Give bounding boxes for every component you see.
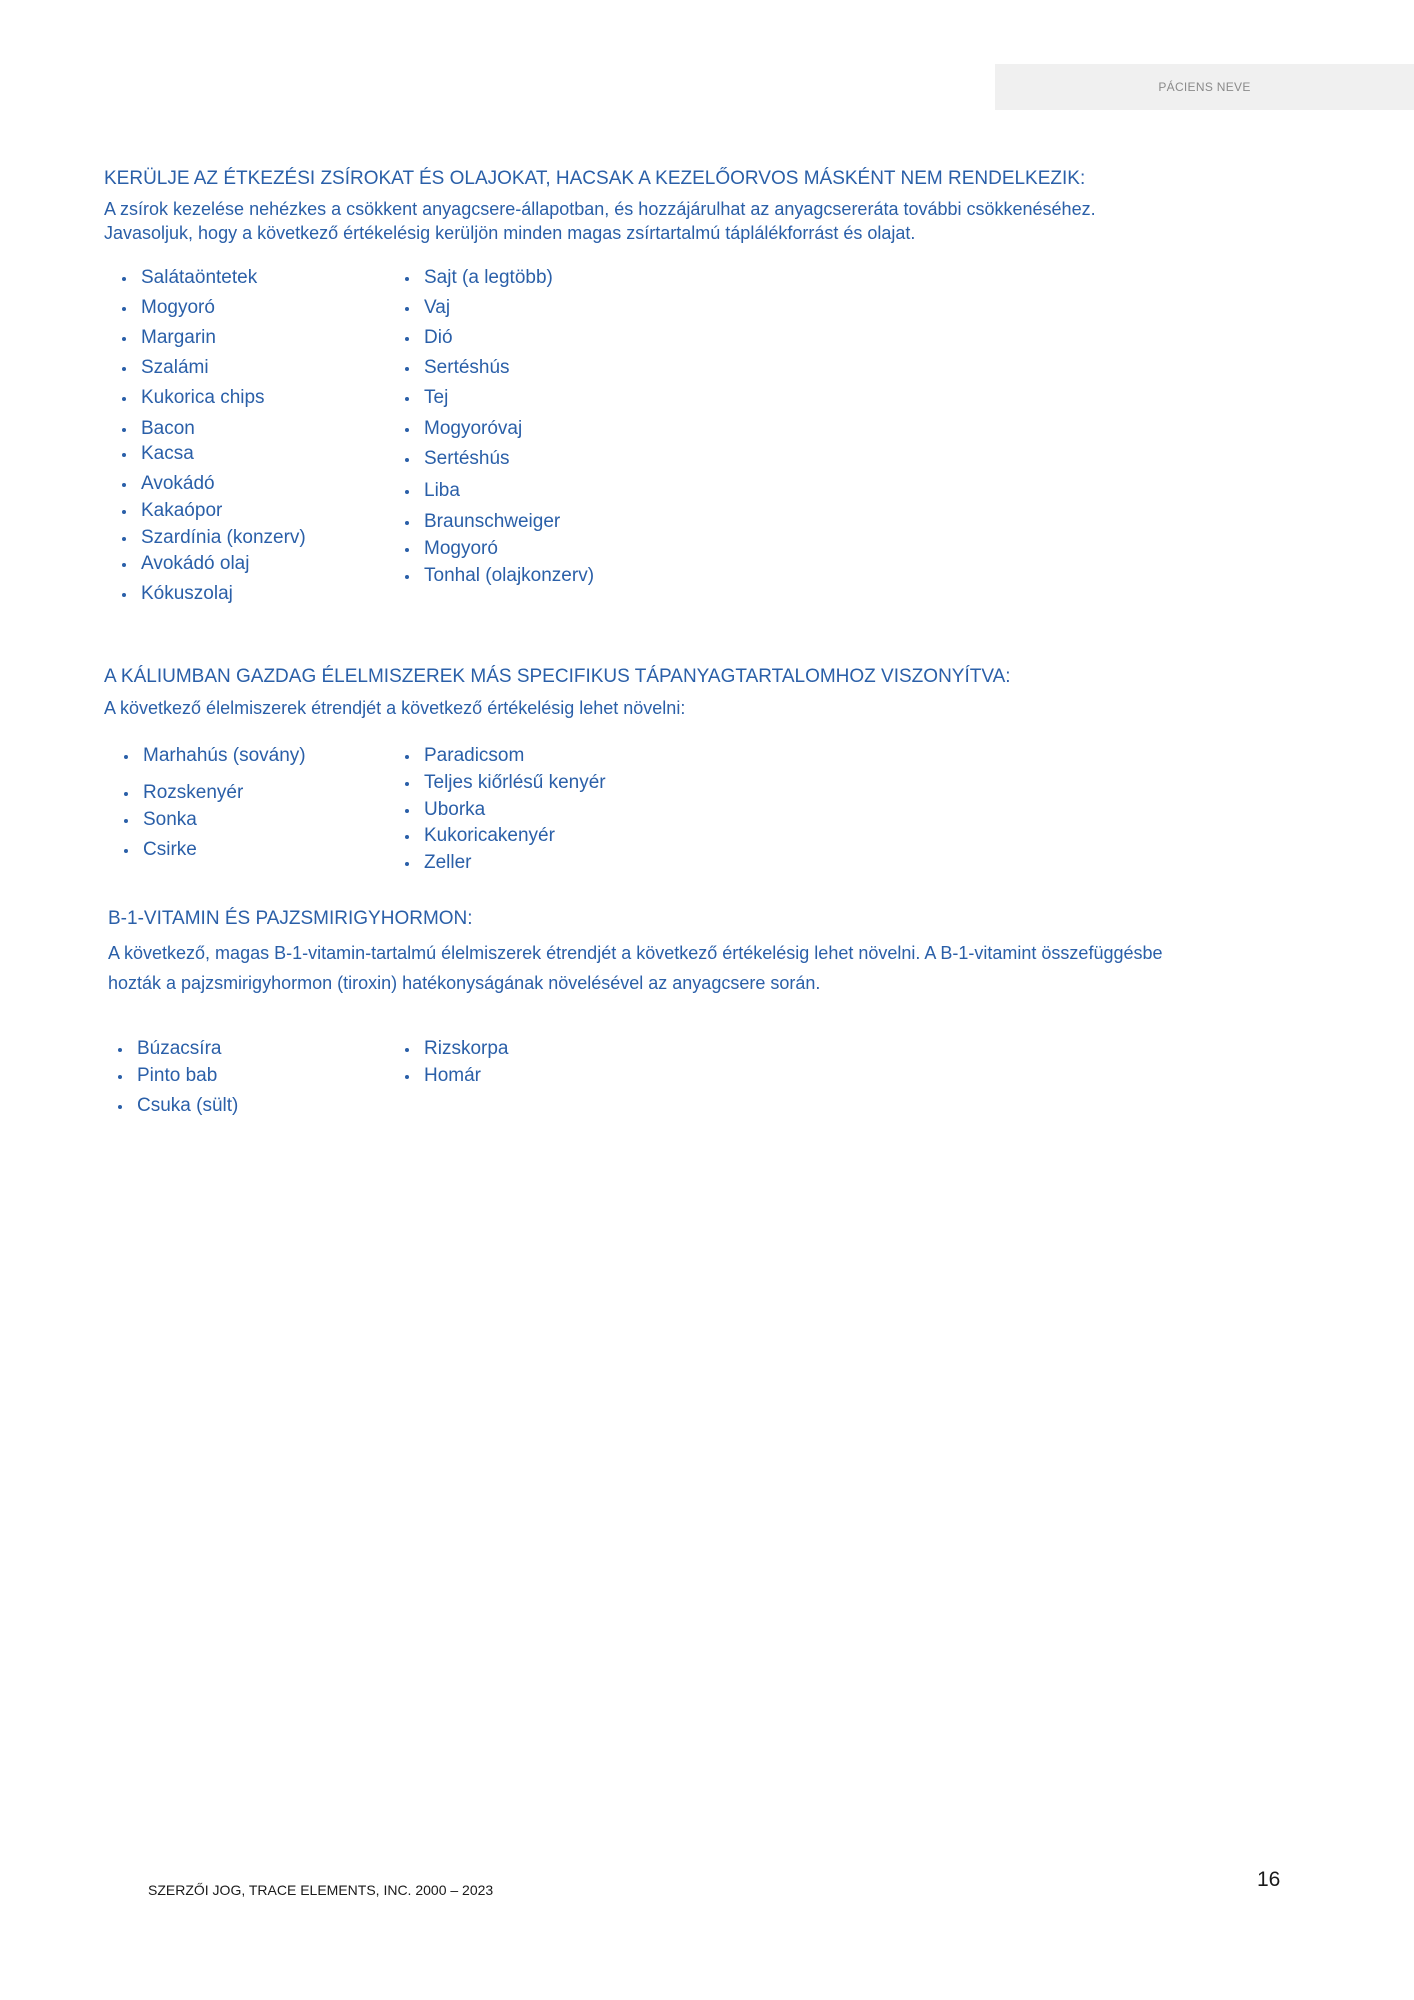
- bullet-icon: [124, 849, 128, 853]
- list-item: Mogyoróvaj: [424, 418, 523, 439]
- list-item: Kakaópor: [141, 500, 223, 521]
- list-item: Dió: [424, 327, 453, 348]
- bullet-icon: [122, 428, 126, 432]
- section-fats-para-line1: A zsírok kezelése nehézkes a csökkent anyagcsere-állapotban, és hozzájárulhat az anyagcsereráta további csökkenéséhez.: [104, 199, 1096, 219]
- bullet-icon: [122, 537, 126, 541]
- bullet-icon: [122, 510, 126, 514]
- section-vitamin-heading: B-1-VITAMIN ÉS PAJZSMIRIGYHORMON:: [108, 908, 473, 929]
- list-item: Vaj: [424, 297, 451, 318]
- bullet-icon: [405, 458, 409, 462]
- bullet-icon: [405, 835, 409, 839]
- list-item: Csuka (sült): [137, 1095, 239, 1116]
- list-item: Liba: [424, 480, 460, 501]
- list-item: Szalámi: [141, 357, 209, 378]
- bullet-icon: [124, 792, 128, 796]
- list-item: Sonka: [143, 809, 197, 830]
- list-item: Tej: [424, 387, 449, 408]
- list-item: Uborka: [424, 799, 486, 820]
- list-item: Salátaöntetek: [141, 267, 258, 288]
- list-item: Sertéshús: [424, 357, 510, 378]
- list-item: Rizskorpa: [424, 1038, 509, 1059]
- bullet-icon: [122, 563, 126, 567]
- list-item: Teljes kiőrlésű kenyér: [424, 772, 606, 793]
- bullet-icon: [405, 862, 409, 866]
- list-item: Tonhal (olajkonzerv): [424, 565, 595, 586]
- list-item: Mogyoró: [141, 297, 215, 318]
- bullet-icon: [118, 1048, 122, 1052]
- bullet-icon: [405, 1075, 409, 1079]
- bullet-icon: [405, 548, 409, 552]
- bullet-icon: [405, 490, 409, 494]
- list-item: Szardínia (konzerv): [141, 527, 306, 548]
- list-item: Margarin: [141, 327, 216, 348]
- list-item: Kacsa: [141, 443, 194, 464]
- section-fats-para-line2: Javasoljuk, hogy a következő értékelésig kerüljön minden magas zsírtartalmú táplálékforrást és olajat.: [104, 223, 916, 243]
- bullet-icon: [122, 277, 126, 281]
- bullet-icon: [124, 755, 128, 759]
- page-number: 16: [1257, 1868, 1281, 1891]
- bullet-icon: [405, 575, 409, 579]
- bullet-icon: [122, 453, 126, 457]
- bullet-icon: [405, 1048, 409, 1052]
- list-item: Paradicsom: [424, 745, 525, 766]
- list-item: Rozskenyér: [143, 782, 244, 803]
- list-item: Marhahús (sovány): [143, 745, 306, 766]
- section-potassium-para: A következő élelmiszerek étrendjét a következő értékelésig lehet növelni:: [104, 698, 686, 718]
- bullet-icon: [405, 307, 409, 311]
- list-item: Búzacsíra: [137, 1038, 222, 1059]
- bullet-icon: [122, 307, 126, 311]
- list-item: Pinto bab: [137, 1065, 218, 1086]
- bullet-icon: [122, 367, 126, 371]
- bullet-icon: [405, 428, 409, 432]
- patient-name-label: PÁCIENS NEVE: [1158, 80, 1251, 94]
- list-item: Kukorica chips: [141, 387, 265, 408]
- list-item: Braunschweiger: [424, 511, 561, 532]
- bullet-icon: [124, 819, 128, 823]
- section-potassium-heading: A KÁLIUMBAN GAZDAG ÉLELMISZEREK MÁS SPECIFIKUS TÁPANYAGTARTALOMHOZ VISZONYÍTVA:: [104, 666, 1011, 687]
- patient-name-box: [995, 64, 1414, 110]
- list-item: Sertéshús: [424, 448, 510, 469]
- bullet-icon: [118, 1105, 122, 1109]
- list-item: Kukoricakenyér: [424, 825, 555, 846]
- bullet-icon: [122, 397, 126, 401]
- bullet-icon: [405, 755, 409, 759]
- bullet-icon: [405, 277, 409, 281]
- list-item: Avokádó: [141, 473, 215, 494]
- list-item: Kókuszolaj: [141, 583, 233, 604]
- bullet-icon: [118, 1075, 122, 1079]
- section-fats-heading: KERÜLJE AZ ÉTKEZÉSI ZSÍROKAT ÉS OLAJOKAT, HACSAK A KEZELŐORVOS MÁSKÉNT NEM RENDELKEZIK:: [104, 168, 1086, 189]
- footer-copyright: SZERZŐI JOG, TRACE ELEMENTS, INC. 2000 – 2023: [148, 1882, 494, 1898]
- list-item: Zeller: [424, 852, 472, 873]
- section-vitamin-para-line1: A következő, magas B-1-vitamin-tartalmú élelmiszerek étrendjét a következő értékelésig lehet növelni. A B-1-vitamint összefüggésbe: [108, 943, 1163, 963]
- bullet-icon: [405, 782, 409, 786]
- bullet-icon: [405, 521, 409, 525]
- list-item: Homár: [424, 1065, 482, 1086]
- section-vitamin-para-line2: hozták a pajzsmirigyhormon (tiroxin) hatékonyságának növelésével az anyagcsere során.: [108, 973, 821, 993]
- list-item: Csirke: [143, 839, 197, 860]
- bullet-icon: [405, 367, 409, 371]
- bullet-icon: [405, 337, 409, 341]
- list-item: Mogyoró: [424, 538, 498, 559]
- list-item: Bacon: [141, 418, 195, 439]
- list-item: Avokádó olaj: [141, 553, 250, 574]
- bullet-icon: [405, 397, 409, 401]
- bullet-icon: [122, 593, 126, 597]
- list-item: Sajt (a legtöbb): [424, 267, 553, 288]
- bullet-icon: [405, 809, 409, 813]
- bullet-icon: [122, 483, 126, 487]
- bullet-icon: [122, 337, 126, 341]
